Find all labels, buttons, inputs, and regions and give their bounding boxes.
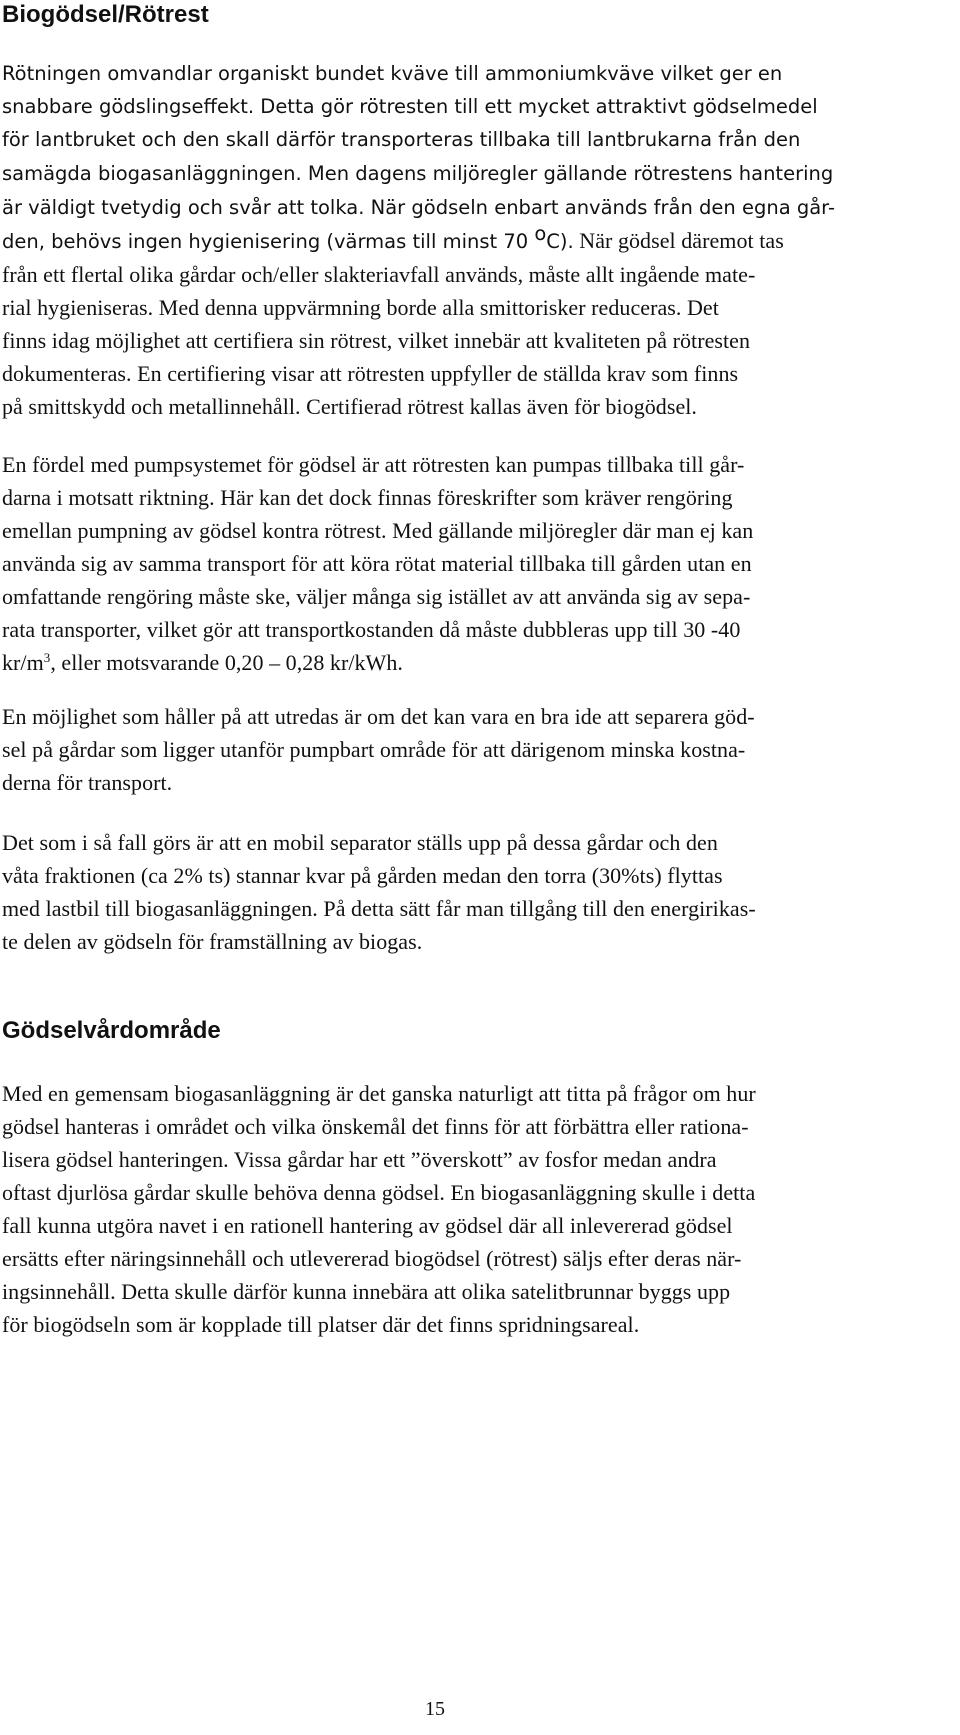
- text-line: snabbare gödslingseffekt. Detta gör rötresten till ett mycket attraktivt gödselmedel: [2, 95, 818, 118]
- text-segment: När gödsel däremot tas: [573, 228, 784, 253]
- section-heading-biogodsel: Biogödsel/Rötrest: [2, 1, 209, 28]
- text-line: En fördel med pumpsystemet för gödsel är att rötresten kan pumpas tillbaka till går-: [2, 452, 745, 477]
- text-line: omfattande rengöring måste ske, väljer många sig istället av att använda sig av sepa-: [2, 584, 751, 609]
- degree-superscript: o: [534, 222, 547, 245]
- paragraph-mobil-separator: [2, 826, 940, 958]
- text-line: emellan pumpning av gödsel kontra rötrest. Med gällande miljöregler där man ej kan: [2, 518, 754, 543]
- text-line: använda sig av samma transport för att köra rötat material tillbaka till gården utan en: [2, 551, 752, 576]
- text-line: [2, 156, 940, 190]
- text-line: för biogödseln som är kopplade till platser där det finns spridningsareal.: [2, 1312, 640, 1337]
- text-segment: samägda biogasanläggningen.: [2, 162, 302, 185]
- text-segment: När gödseln enbart används från den egna går-: [364, 196, 835, 219]
- text-line: En möjlighet som håller på att utredas är om det kan vara en bra ide att separera göd-: [2, 704, 755, 729]
- text-segment: Men dagens miljöregler gällande rötrestens hantering: [301, 162, 834, 185]
- text-line: Det som i så fall görs är att en mobil separator ställs upp på dessa gårdar och den: [2, 830, 718, 855]
- paragraph-pumpsystem: [2, 448, 940, 679]
- text-line: från ett flertal olika gårdar och/eller slakteriavfall används, måste allt ingående mate-: [2, 262, 756, 287]
- text-line: oftast djurlösa gårdar skulle behöva denna gödsel. En biogasanläggning skulle i detta: [2, 1180, 756, 1205]
- paragraph-gemensam-biogas: [2, 1077, 940, 1341]
- text-line: dokumenteras. En certifiering visar att rötresten uppfyller de ställda krav som finns: [2, 361, 739, 386]
- paragraph-separering: [2, 700, 940, 799]
- text-line: derna för transport.: [2, 770, 173, 795]
- text-segment: kr/m: [2, 650, 44, 675]
- text-line: Med en gemensam biogasanläggning är det ganska naturligt att titta på frågor om hur: [2, 1081, 756, 1106]
- cubed-superscript: 3: [43, 650, 51, 665]
- page-number: 15: [425, 1698, 445, 1720]
- text-segment: , eller motsvarande 0,20 – 0,28 kr/kWh.: [50, 650, 403, 675]
- text-line: på smittskydd och metallinnehåll. Certifierad rötrest kallas även för biogödsel.: [2, 394, 697, 419]
- text-line: [2, 646, 940, 679]
- text-segment: den, behövs ingen hygienisering (värmas till minst 70: [2, 230, 535, 253]
- text-line: fall kunna utgöra navet i en rationell hantering av gödsel där all inlevererad gödsel: [2, 1213, 733, 1238]
- text-line: rial hygieniseras. Med denna uppvärmning borde alla smittorisker reduceras. Det: [2, 295, 719, 320]
- text-line: för lantbruket och den skall därför transporteras tillbaka till lantbrukarna från den: [2, 128, 801, 151]
- text-line: darna i motsatt riktning. Här kan det dock finnas föreskrifter som kräver rengöring: [2, 485, 733, 510]
- section-heading-godselvardomrade: Gödselvårdområde: [2, 1017, 221, 1044]
- text-line: med lastbil till biogasanläggningen. På detta sätt får man tillgång till den energirikas-: [2, 896, 756, 921]
- text-line: te delen av gödseln för framställning av biogas.: [2, 929, 423, 954]
- text-line: [2, 190, 940, 224]
- text-line: finns idag möjlighet att certifiera sin rötrest, vilket innebär att kvaliteten på rötresten: [2, 328, 751, 353]
- text-line: [2, 224, 940, 258]
- text-line: rata transporter, vilket gör att transportkostanden då måste dubbleras upp till 30 -40: [2, 617, 741, 642]
- text-line: sel på gårdar som ligger utanför pumpbart område för att därigenom minska kostna-: [2, 737, 746, 762]
- paragraph-rotning: [2, 57, 940, 423]
- text-line: våta fraktionen (ca 2% ts) stannar kvar på gården medan den torra (30%ts) flyttas: [2, 863, 723, 888]
- text-line: lisera gödsel hanteringen. Vissa gårdar har ett ”överskott” av fosfor medan andra: [2, 1147, 717, 1172]
- text-line: Rötningen omvandlar organiskt bundet kväve till ammoniumkväve vilket ger en: [2, 62, 783, 85]
- text-segment: är väldigt tvetydig och svår att tolka.: [2, 196, 365, 219]
- text-line: ersätts efter näringsinnehåll och utlevererad biogödsel (rötrest) säljs efter deras när-: [2, 1246, 742, 1271]
- text-line: gödsel hanteras i området och vilka önskemål det finns för att förbättra eller rationa-: [2, 1114, 749, 1139]
- text-line: ingsinnehåll. Detta skulle därför kunna innebära att olika satelitbrunnar byggs upp: [2, 1279, 731, 1304]
- text-segment: C).: [546, 230, 574, 253]
